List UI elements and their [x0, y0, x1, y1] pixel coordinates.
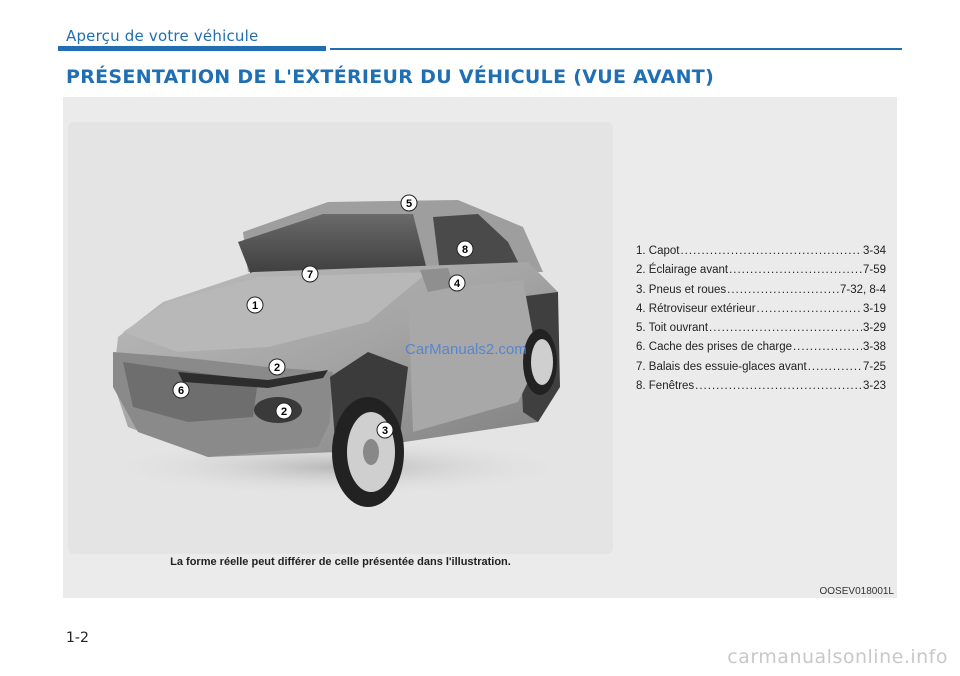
callout-5-label: 5	[405, 198, 413, 210]
watermark: CarManuals2.com	[405, 341, 527, 358]
callout-1-label: 1	[251, 300, 259, 312]
list-item: 8. Fenêtres ..... 3-23	[636, 377, 886, 396]
callout-7	[302, 266, 318, 282]
figure-caption: La forme réelle peut différer de celle présentée dans l'illustration.	[170, 556, 511, 568]
callout-3	[377, 422, 393, 438]
callout-1	[247, 297, 263, 313]
vehicle-illustration	[68, 122, 613, 554]
callout-7-label: 7	[306, 269, 314, 281]
list-item: 2. Éclairage avant ..... 7-59	[636, 261, 886, 280]
list-item: 6. Cache des prises de charge ..... 3-38	[636, 338, 886, 357]
parts-index-list	[636, 242, 886, 396]
callout-4-label: 4	[453, 278, 461, 290]
callout-8	[457, 241, 473, 257]
header-rule-thin	[330, 48, 902, 50]
list-item: 4. Rétroviseur extérieur ..... 3-19	[636, 300, 886, 319]
figure-code: OOSEV018001L	[819, 586, 894, 597]
list-item: 5. Toit ouvrant ..... 3-29	[636, 319, 886, 338]
section-title: Aperçu de votre véhicule	[66, 27, 259, 45]
callout-2b	[276, 403, 292, 419]
list-item: 1. Capot ..... 3-34	[636, 242, 886, 261]
header-rule-thick	[58, 46, 326, 51]
footer-watermark: carmanualsonline.info	[727, 646, 948, 668]
callout-5	[401, 195, 417, 211]
page-title: PRÉSENTATION DE L'EXTÉRIEUR DU VÉHICULE (VUE AVANT)	[66, 66, 715, 88]
callout-2a-label: 2	[273, 362, 281, 374]
page-number: 1-2	[66, 630, 89, 646]
callout-4	[449, 275, 465, 291]
car-front-view-illustration	[68, 122, 613, 554]
callout-6-label: 6	[177, 385, 185, 397]
callout-3-label: 3	[381, 425, 389, 437]
callout-6	[173, 382, 189, 398]
list-item: 7. Balais des essuie-glaces avant ..... 7-25	[636, 358, 886, 377]
callout-2b-label: 2	[280, 406, 288, 418]
callout-8-label: 8	[461, 244, 469, 256]
list-item: 3. Pneus et roues ..... 7-32, 8-4	[636, 281, 886, 300]
callout-2a	[269, 359, 285, 375]
